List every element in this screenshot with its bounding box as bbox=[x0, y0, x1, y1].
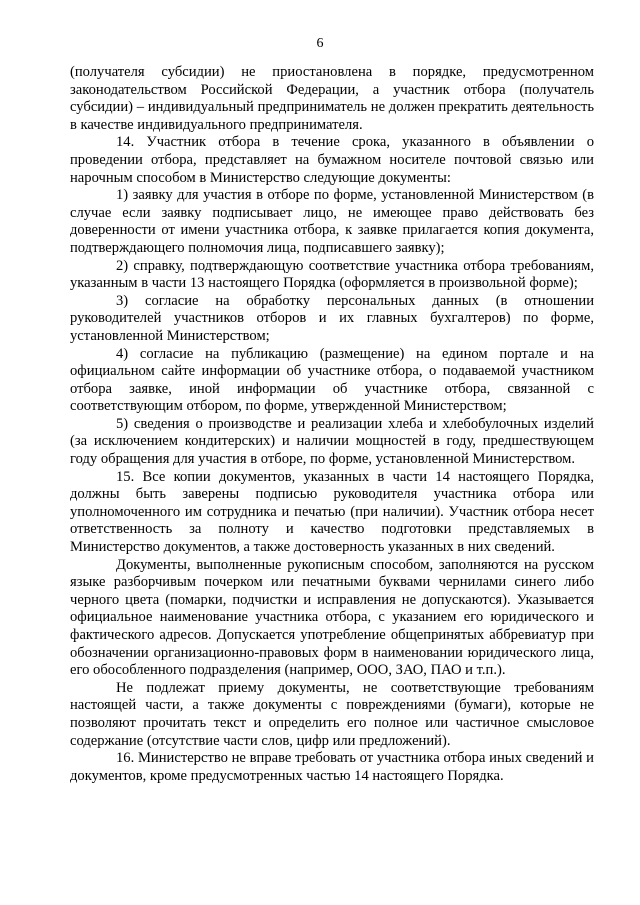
list-item-3-data-consent: 3) согласие на обработку персональных данных (в отношении руководителей участников отборов и их главных бухгалтеров) по форме, установленной Министерством; bbox=[70, 292, 594, 344]
paragraph-clause-14: 14. Участник отбора в течение срока, указанного в объявлении о проведении отбора, представляет на бумажном носителе почтовой связью или нарочным способом в Министерство следующие документы: bbox=[70, 134, 594, 186]
paragraph-rejected-docs: Не подлежат приему документы, не соответствующие требованиям настоящей части, а также документы с повреждениями (бумаги), которые не позволяют прочитать текст и определить его полное или частичное смысловое содержание (отсутствие части слов, цифр или предложений). bbox=[70, 679, 594, 749]
paragraph-clause-15: 15. Все копии документов, указанных в части 14 настоящего Порядка, должны быть заверены подписью руководителя участника отбора или уполномоченного им сотрудника и печатью (при наличии). Участник отбора несет ответственность за полноту и качество подготовки представляемых в Министерство документов, а также достоверность указанных в них сведений. bbox=[70, 468, 594, 556]
paragraph-continuation: (получателя субсидии) не приостановлена в порядке, предусмотренном законодательством Российской Федерации, а участник отбора (получатель субсидии) – индивидуальный предприниматель не должен прекратить деятельность в качестве индивидуального предпринимателя. bbox=[70, 64, 594, 133]
list-item-5-production-info: 5) сведения о производстве и реализации хлеба и хлебобулочных изделий (за исключением кондитерских) и наличии мощностей в году, предшествующем году обращения для участия в отборе, по форме, установленной Министерством. bbox=[70, 415, 594, 468]
paragraph-handwritten-docs: Документы, выполненные рукописным способом, заполняются на русском языке разборчивым почерком или печатными буквами чернилами синего либо черного цвета (помарки, подчистки и исправления не допускаются). Указывается официальное наименование участника отбора, с указанием его юридического и фактического адресов. Допускается употребление общепринятых аббревиатур при обозначении организационно-правовых форм в наименовании юридического лица, его обособленного подразделения (например, ООО, ЗАО, ПАО и т.п.). bbox=[70, 556, 594, 679]
list-item-4-publication-consent: 4) согласие на публикацию (размещение) на едином портале и на официальном сайте информации об участнике отбора, о подаваемой участником отбора заявке, иной информации об участнике отбора, связанной с соответствующим отбором, по форме, утвержденной Министерством; bbox=[70, 345, 594, 415]
list-item-2-certificate: 2) справку, подтверждающую соответствие участника отбора требованиям, указанным в части 13 настоящего Порядка (оформляется в произвольной форме); bbox=[70, 257, 594, 292]
document-body bbox=[70, 64, 594, 785]
paragraph-clause-16: 16. Министерство не вправе требовать от участника отбора иных сведений и документов, кроме предусмотренных частью 14 настоящего Порядка. bbox=[70, 750, 594, 784]
page-number: 6 bbox=[316, 36, 324, 51]
list-item-1-application: 1) заявку для участия в отборе по форме, установленной Министерством (в случае если заявку подписывает лицо, не имеющее право действовать без доверенности от имени участника отбора, к заявке прилагается копия документа, подтверждающего полномочия лица, подписавшего заявку); bbox=[70, 187, 594, 256]
